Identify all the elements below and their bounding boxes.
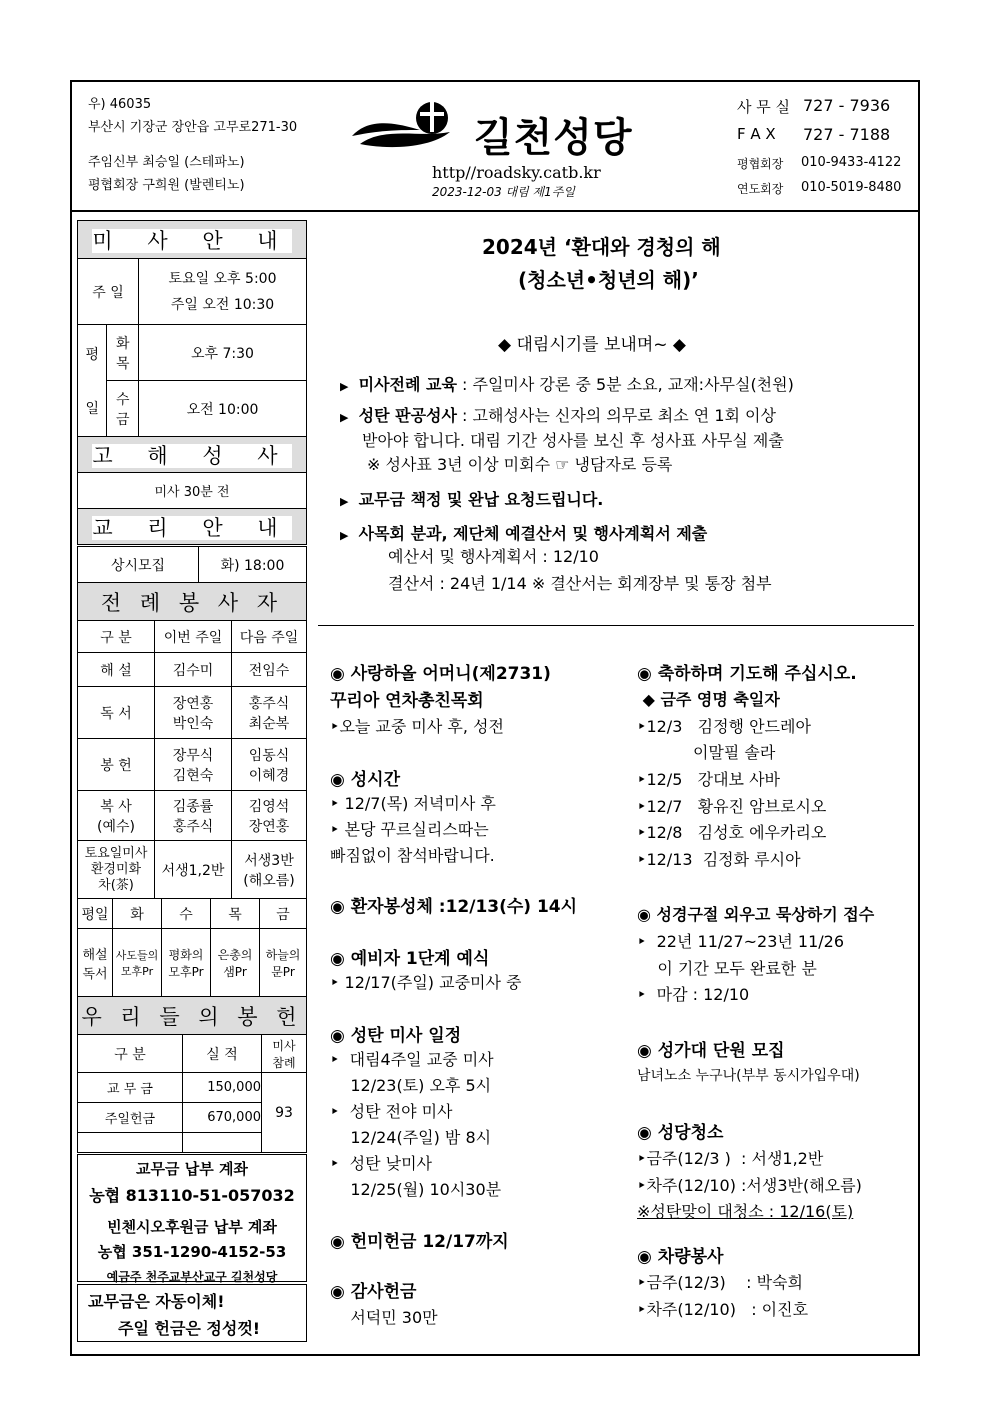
section-line: 서덕민 30만 — [330, 1308, 438, 1327]
section-line: 12/23(토) 오후 5시 — [330, 1076, 492, 1095]
tue-thu-label: 화 목 — [107, 325, 139, 381]
accounts-box — [77, 1154, 307, 1282]
section-line: ‣금주(12/3) : 박숙희 — [637, 1273, 803, 1292]
servers-title: 전 례 봉 사 자 — [78, 583, 307, 621]
main-divider — [318, 625, 914, 626]
servers-header-cell: 이번 주일 — [155, 621, 232, 653]
contact-label-office: 사 무 실 — [737, 98, 791, 116]
section-title: ◉ 성경구절 외우고 묵상하기 접수 — [637, 905, 875, 924]
section-title: ◉ 감사헌금 — [330, 1282, 417, 1302]
weekday-cell: 사도들의 모후Pr — [113, 929, 162, 997]
contact-label-funeral: 연도회장 — [737, 182, 784, 196]
contact-value-office: 727 - 7936 — [803, 96, 891, 115]
notice-item: ▶ 미사전례 교육 : 주일미사 강론 중 5분 소요, 교재:사무실(천원) — [340, 375, 794, 394]
weekday-cell: 평화의 모후Pr — [162, 929, 211, 997]
attendance-value: 93 — [262, 1073, 307, 1153]
catechism-table — [77, 546, 307, 621]
offering-row-label: 교 무 금 — [78, 1073, 183, 1103]
catechism-right: 화) 18:00 — [199, 547, 307, 583]
servers-row-label: 독 서 — [78, 687, 155, 739]
section-line: ◆ 금주 영명 축일자 — [637, 690, 780, 709]
section-line: ‣ 마감 : 12/10 — [637, 985, 750, 1004]
section-line: 남녀노소 누구나(부부 동시가입우대) — [637, 1068, 860, 1084]
section-title: ◉ 성탄 미사 일정 — [330, 1026, 462, 1046]
contact-label-fax: F A X — [737, 125, 776, 143]
offering-empty-cell — [78, 1133, 183, 1153]
priest: 주임신부 최승일 (스테파노) — [88, 155, 245, 170]
section-line: ‣차주(12/10) : 이진호 — [637, 1300, 809, 1319]
servers-row-label: 봉 헌 — [78, 739, 155, 791]
section-title: ◉ 성시간 — [330, 770, 401, 790]
offering-title: 우 리 들 의 봉 헌 — [78, 997, 307, 1035]
weekday-readers-table — [77, 898, 307, 997]
section-line: ‣ 성탄 낮미사 — [330, 1154, 432, 1173]
mass-title: 미 사 안 내 — [78, 221, 307, 259]
church-logo-icon — [350, 96, 470, 156]
notice-item-cont: 결산서 : 24년 1/14 ※ 결산서는 회계장부 및 통장 첨부 — [388, 574, 772, 593]
section-title: ◉ 사랑하올 어머니(제2731) — [330, 664, 551, 684]
notice-item-cont: 받아야 합니다. 대림 기간 성사를 보신 후 성사표 사무실 제출 — [362, 431, 784, 450]
council-head: 평협회장 구희원 (발렌티노) — [88, 178, 245, 193]
account2-number: 농협 351-1290-4152-53 — [97, 1243, 287, 1261]
offering-header-cell: 구 분 — [78, 1035, 183, 1073]
notice-item: ▶ 사목회 분과, 제단체 예결산서 및 행사계획서 제출 — [340, 524, 708, 543]
section-line: ‣ 12/17(주일) 교중미사 중 — [330, 973, 522, 992]
weekday-header-cell: 수 — [162, 899, 211, 929]
weekday-header-cell: 화 — [113, 899, 162, 929]
sunday-label: 주 일 — [78, 259, 139, 325]
section-line: ‣ 대림4주일 교중 미사 — [330, 1050, 494, 1069]
servers-row-this: 김수미 — [155, 653, 232, 687]
section-title: ◉ 축하하며 기도해 주십시오. — [637, 664, 857, 684]
section-line: ‣12/3 김정행 안드레아 — [637, 717, 811, 736]
tue-thu-time: 오후 7:30 — [139, 325, 307, 381]
section-line: ‣오늘 교중 미사 후, 성전 — [330, 717, 504, 736]
catechism-left: 상시모집 — [78, 547, 199, 583]
section-title: ◉ 차량봉사 — [637, 1247, 724, 1267]
notice-item: ▶ 성탄 판공성사 : 고해성사는 신자의 의무로 최소 연 1회 이상 — [340, 406, 776, 425]
servers-row-label: 해 설 — [78, 653, 155, 687]
sunday-times: 토요일 오후 5:00 주일 오전 10:30 — [139, 259, 307, 325]
section-line: ‣차주(12/10) :서생3반(해오름) — [637, 1176, 862, 1195]
section-line: ‣12/7 황유진 암브로시오 — [637, 797, 827, 816]
weekday-cell: 하늘의 문Pr — [260, 929, 307, 997]
section-title: ◉ 예비자 1단계 예식 — [330, 949, 490, 969]
section-line: 12/25(월) 10시30분 — [330, 1180, 502, 1199]
servers-row-next: 임동식 이혜경 — [232, 739, 307, 791]
notice-item-cont: 예산서 및 행사계획서 : 12/10 — [388, 547, 599, 566]
section-line: ‣12/5 강대보 사바 — [637, 770, 780, 789]
servers-row-this: 김종률 홍주식 — [155, 791, 232, 841]
servers-header-cell: 구 분 — [78, 621, 155, 653]
servers-row-this: 장연홍 박인숙 — [155, 687, 232, 739]
website-link[interactable]: http//roadsky.catb.kr — [432, 163, 601, 182]
servers-row-next: 김영석 장연홍 — [232, 791, 307, 841]
church-name: 길천성당 — [474, 115, 633, 161]
advent-title: ◆ 대림시기를 보내며~ ◆ — [498, 335, 686, 355]
weekday-cell: 은총의 샘Pr — [211, 929, 260, 997]
servers-table — [77, 620, 307, 899]
contact-value-council: 010-9433-4122 — [801, 155, 902, 170]
servers-row-next: 홍주식 최순복 — [232, 687, 307, 739]
section-line: 이 기간 모두 완료한 분 — [637, 959, 817, 978]
wed-fri-label: 수 금 — [107, 381, 139, 437]
section-title: ◉ 환자봉성체 :12/13(수) 14시 — [330, 897, 578, 917]
wed-fri-time: 오전 10:00 — [139, 381, 307, 437]
servers-row-this: 장무식 김현숙 — [155, 739, 232, 791]
section-line: ‣ 22년 11/27~23년 11/26 — [637, 932, 845, 951]
weekday-header-cell: 평일 — [78, 899, 113, 929]
servers-row-next: 전임수 — [232, 653, 307, 687]
account1-title: 교무금 납부 계좌 — [136, 1160, 248, 1178]
contact-value-funeral: 010-5019-8480 — [801, 180, 902, 195]
confession-text: 미사 30분 전 — [78, 473, 307, 509]
section-title: ◉ 성가대 단원 모집 — [637, 1041, 785, 1061]
section-line: 빠짐없이 참석바랍니다. — [330, 846, 495, 865]
theme-line2: (청소년•청년의 해)’ — [518, 268, 699, 292]
offering-table — [77, 996, 307, 1153]
contact-label-council: 평협회장 — [737, 157, 784, 171]
footer-line2: 주일 헌금은 정성껏! — [118, 1319, 261, 1338]
footer-line1: 교무금은 자동이체! — [88, 1292, 225, 1311]
theme-line1: 2024년 ‘환대와 경청의 해 — [482, 235, 721, 259]
section-line: ‣12/8 김성호 에우카리오 — [637, 823, 827, 842]
servers-row-this: 서생1,2반 — [155, 841, 232, 899]
weekday-label: 평 일 — [78, 325, 107, 437]
contact-value-fax: 727 - 7188 — [803, 125, 891, 144]
section-line: ‣12/13 김정화 루시아 — [637, 850, 801, 869]
mass-table — [77, 220, 307, 545]
offering-empty-cell — [183, 1133, 262, 1153]
section-line: ※성탄맞이 대청소 : 12/16(토) — [637, 1202, 854, 1221]
section-title: ◉ 헌미헌금 12/17까지 — [330, 1232, 509, 1252]
offering-header-cell: 미사 참례 — [262, 1035, 307, 1073]
section-line: ‣ 12/7(목) 저녁미사 후 — [330, 794, 496, 813]
postal-code: 우) 46035 — [88, 97, 152, 112]
offering-row-value: 670,000 — [183, 1103, 262, 1133]
section-line: ‣ 성탄 전야 미사 — [330, 1102, 453, 1121]
section-line: 12/24(주일) 밤 8시 — [330, 1128, 492, 1147]
section-title: ◉ 성당청소 — [637, 1123, 724, 1143]
offering-row-label: 주일헌금 — [78, 1103, 183, 1133]
account1-number: 농협 813110-51-057032 — [89, 1186, 295, 1205]
weekday-header-cell: 금 — [260, 899, 307, 929]
notice-item-cont: ※ 성사표 3년 이상 미회수 ☞ 냉담자로 등록 — [367, 455, 673, 474]
servers-row-label: 토요일미사 환경미화 차(茶) — [78, 841, 155, 899]
catechism-title: 교 리 안 내 — [78, 509, 307, 545]
date-line: 2023-12-03 대림 제1주일 — [432, 185, 575, 199]
weekday-header-cell: 목 — [211, 899, 260, 929]
section-line: 이말필 솔라 — [637, 743, 776, 762]
account2-title: 빈첸시오후원금 납부 계좌 — [107, 1218, 277, 1236]
offering-row-value: 150,000 — [183, 1073, 262, 1103]
footer-box — [77, 1284, 307, 1342]
header-divider — [70, 210, 920, 212]
servers-row-label: 복 사 (예수) — [78, 791, 155, 841]
servers-header-cell: 다음 주일 — [232, 621, 307, 653]
section-line: ‣ 본당 꾸르실리스따는 — [330, 820, 489, 839]
section-line: ‣금주(12/3 ) : 서생1,2반 — [637, 1149, 824, 1168]
confession-title: 고 해 성 사 — [78, 437, 307, 473]
weekday-cell: 해설 독서 — [78, 929, 113, 997]
section-line: 꾸리아 연차총친목회 — [330, 691, 484, 711]
account-holder: 예금주 천주교부산교구 길천성당 — [106, 1270, 278, 1284]
address: 부산시 기장군 장안읍 고무로271-30 — [88, 120, 298, 135]
notice-item: ▶ 교무금 책정 및 완납 요청드립니다. — [340, 490, 604, 509]
servers-row-next: 서생3반 (해오름) — [232, 841, 307, 899]
offering-header-cell: 실 적 — [183, 1035, 262, 1073]
